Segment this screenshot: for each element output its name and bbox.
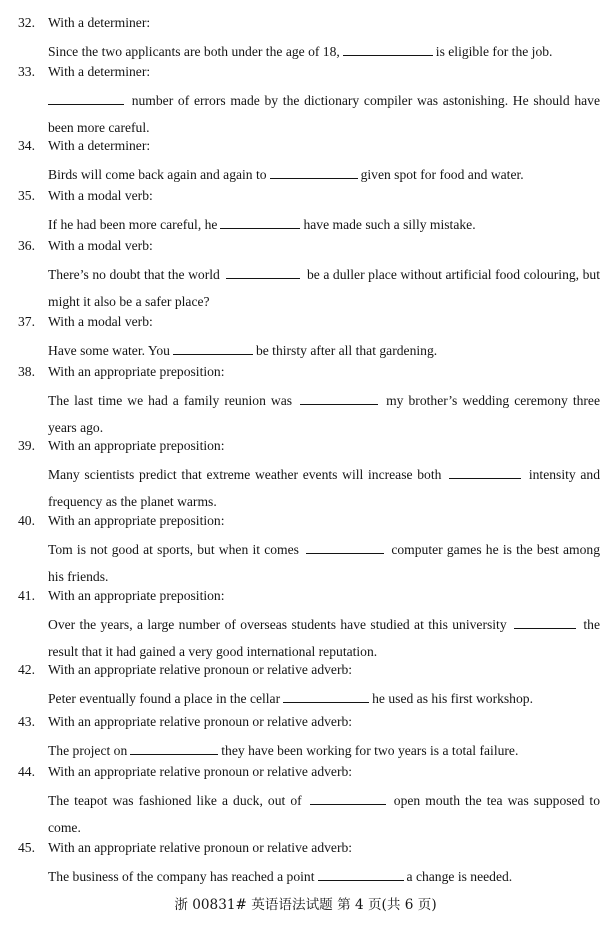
- answer-blank[interactable]: [226, 264, 300, 279]
- question-sentence: [48, 38, 600, 65]
- question-number: 40.: [18, 513, 35, 528]
- question-number: 33.: [18, 64, 35, 79]
- question-instruction: With a modal verb:: [48, 314, 153, 329]
- sentence-before-blank: There’s no doubt that the world: [48, 267, 220, 282]
- answer-blank[interactable]: [449, 464, 521, 479]
- sentence-after-blank: he used as his first workshop.: [372, 691, 533, 706]
- question-sentence: [48, 787, 600, 841]
- answer-blank[interactable]: [300, 390, 378, 405]
- sentence-before-blank: The project on: [48, 743, 128, 758]
- sentence-before-blank: The teapot was fashioned like a duck, out of: [48, 793, 302, 808]
- question-sentence: [48, 87, 600, 141]
- answer-blank[interactable]: [310, 790, 386, 805]
- question-instruction: With a modal verb:: [48, 188, 153, 203]
- question-sentence: [48, 261, 600, 315]
- sentence-before-blank: Tom is not good at sports, but when it comes: [48, 542, 299, 557]
- sentence-after-blank: they have been working for two years is a total failure.: [221, 743, 519, 758]
- question-number: 39.: [18, 438, 35, 453]
- question-instruction: With an appropriate relative pronoun or relative adverb:: [48, 764, 353, 779]
- question-number: 37.: [18, 314, 35, 329]
- answer-blank[interactable]: [48, 90, 124, 105]
- question-sentence: [48, 685, 600, 712]
- answer-blank[interactable]: [318, 866, 404, 881]
- sentence-after-blank: open mouth the tea was supposed to come.: [48, 793, 600, 835]
- question-sentence: [48, 536, 600, 590]
- answer-blank[interactable]: [283, 688, 369, 703]
- question-instruction: With a determiner:: [48, 138, 151, 153]
- question-sentence: [48, 161, 600, 188]
- sentence-before-blank: Peter eventually found a place in the cellar: [48, 691, 281, 706]
- answer-blank[interactable]: [220, 214, 300, 229]
- question-instruction: With an appropriate preposition:: [48, 438, 225, 453]
- question-number: 38.: [18, 364, 35, 379]
- question-number: 45.: [18, 840, 35, 855]
- question-instruction: With a modal verb:: [48, 238, 153, 253]
- question-sentence: [48, 211, 600, 238]
- question-instruction: With an appropriate relative pronoun or relative adverb:: [48, 662, 353, 677]
- sentence-after-blank: intensity and frequency as the planet warms.: [48, 467, 600, 509]
- question-number: 41.: [18, 588, 35, 603]
- answer-blank[interactable]: [130, 740, 218, 755]
- answer-blank[interactable]: [306, 539, 384, 554]
- answer-blank[interactable]: [270, 164, 358, 179]
- question-number: 34.: [18, 138, 35, 153]
- sentence-before-blank: If he had been more careful, he: [48, 217, 218, 232]
- question-instruction: With an appropriate relative pronoun or relative adverb:: [48, 840, 353, 855]
- question-sentence: [48, 863, 600, 890]
- question-instruction: With an appropriate preposition:: [48, 364, 225, 379]
- question-sentence: [48, 461, 600, 515]
- question-number: 32.: [18, 15, 35, 30]
- sentence-before-blank: The business of the company has reached a point: [48, 869, 315, 884]
- question-instruction: With an appropriate relative pronoun or relative adverb:: [48, 714, 353, 729]
- sentence-before-blank: Have some water. You: [48, 343, 170, 358]
- sentence-after-blank: given spot for food and water.: [360, 167, 524, 182]
- sentence-after-blank: the result that it had gained a very good international reputation.: [48, 617, 600, 659]
- question-sentence: [48, 611, 600, 665]
- answer-blank[interactable]: [514, 614, 576, 629]
- question-sentence: [48, 337, 600, 364]
- sentence-after-blank: number of errors made by the dictionary compiler was astonishing. He should have been more careful.: [48, 93, 600, 135]
- sentence-after-blank: be a duller place without artificial food colouring, but might it also be a safer place?: [48, 267, 600, 309]
- answer-blank[interactable]: [173, 340, 253, 355]
- sentence-after-blank: my brother’s wedding ceremony three years ago.: [48, 393, 600, 435]
- question-instruction: With an appropriate preposition:: [48, 588, 225, 603]
- sentence-before-blank: Since the two applicants are both under the age of 18,: [48, 44, 340, 59]
- question-number: 36.: [18, 238, 35, 253]
- sentence-before-blank: Over the years, a large number of overseas students have studied at this university: [48, 617, 507, 632]
- question-sentence: [48, 387, 600, 441]
- question-instruction: With a determiner:: [48, 15, 151, 30]
- page-footer: 浙 00831# 英语语法试题 第 4 页(共 6 页): [174, 897, 437, 913]
- question-number: 44.: [18, 764, 35, 779]
- sentence-before-blank: The last time we had a family reunion was: [48, 393, 293, 408]
- question-number: 42.: [18, 662, 35, 677]
- question-instruction: With an appropriate preposition:: [48, 513, 225, 528]
- sentence-after-blank: computer games he is the best among his friends.: [48, 542, 601, 584]
- question-sentence: [48, 737, 600, 764]
- question-number: 43.: [18, 714, 35, 729]
- sentence-after-blank: be thirsty after all that gardening.: [255, 343, 438, 358]
- sentence-before-blank: Many scientists predict that extreme weather events will increase both: [48, 467, 442, 482]
- sentence-after-blank: a change is needed.: [406, 869, 513, 884]
- sentence-before-blank: Birds will come back again and again to: [48, 167, 267, 182]
- question-number: 35.: [18, 188, 35, 203]
- answer-blank[interactable]: [343, 41, 433, 56]
- sentence-after-blank: is eligible for the job.: [435, 44, 553, 59]
- question-instruction: With a determiner:: [48, 64, 151, 79]
- sentence-after-blank: have made such a silly mistake.: [303, 217, 476, 232]
